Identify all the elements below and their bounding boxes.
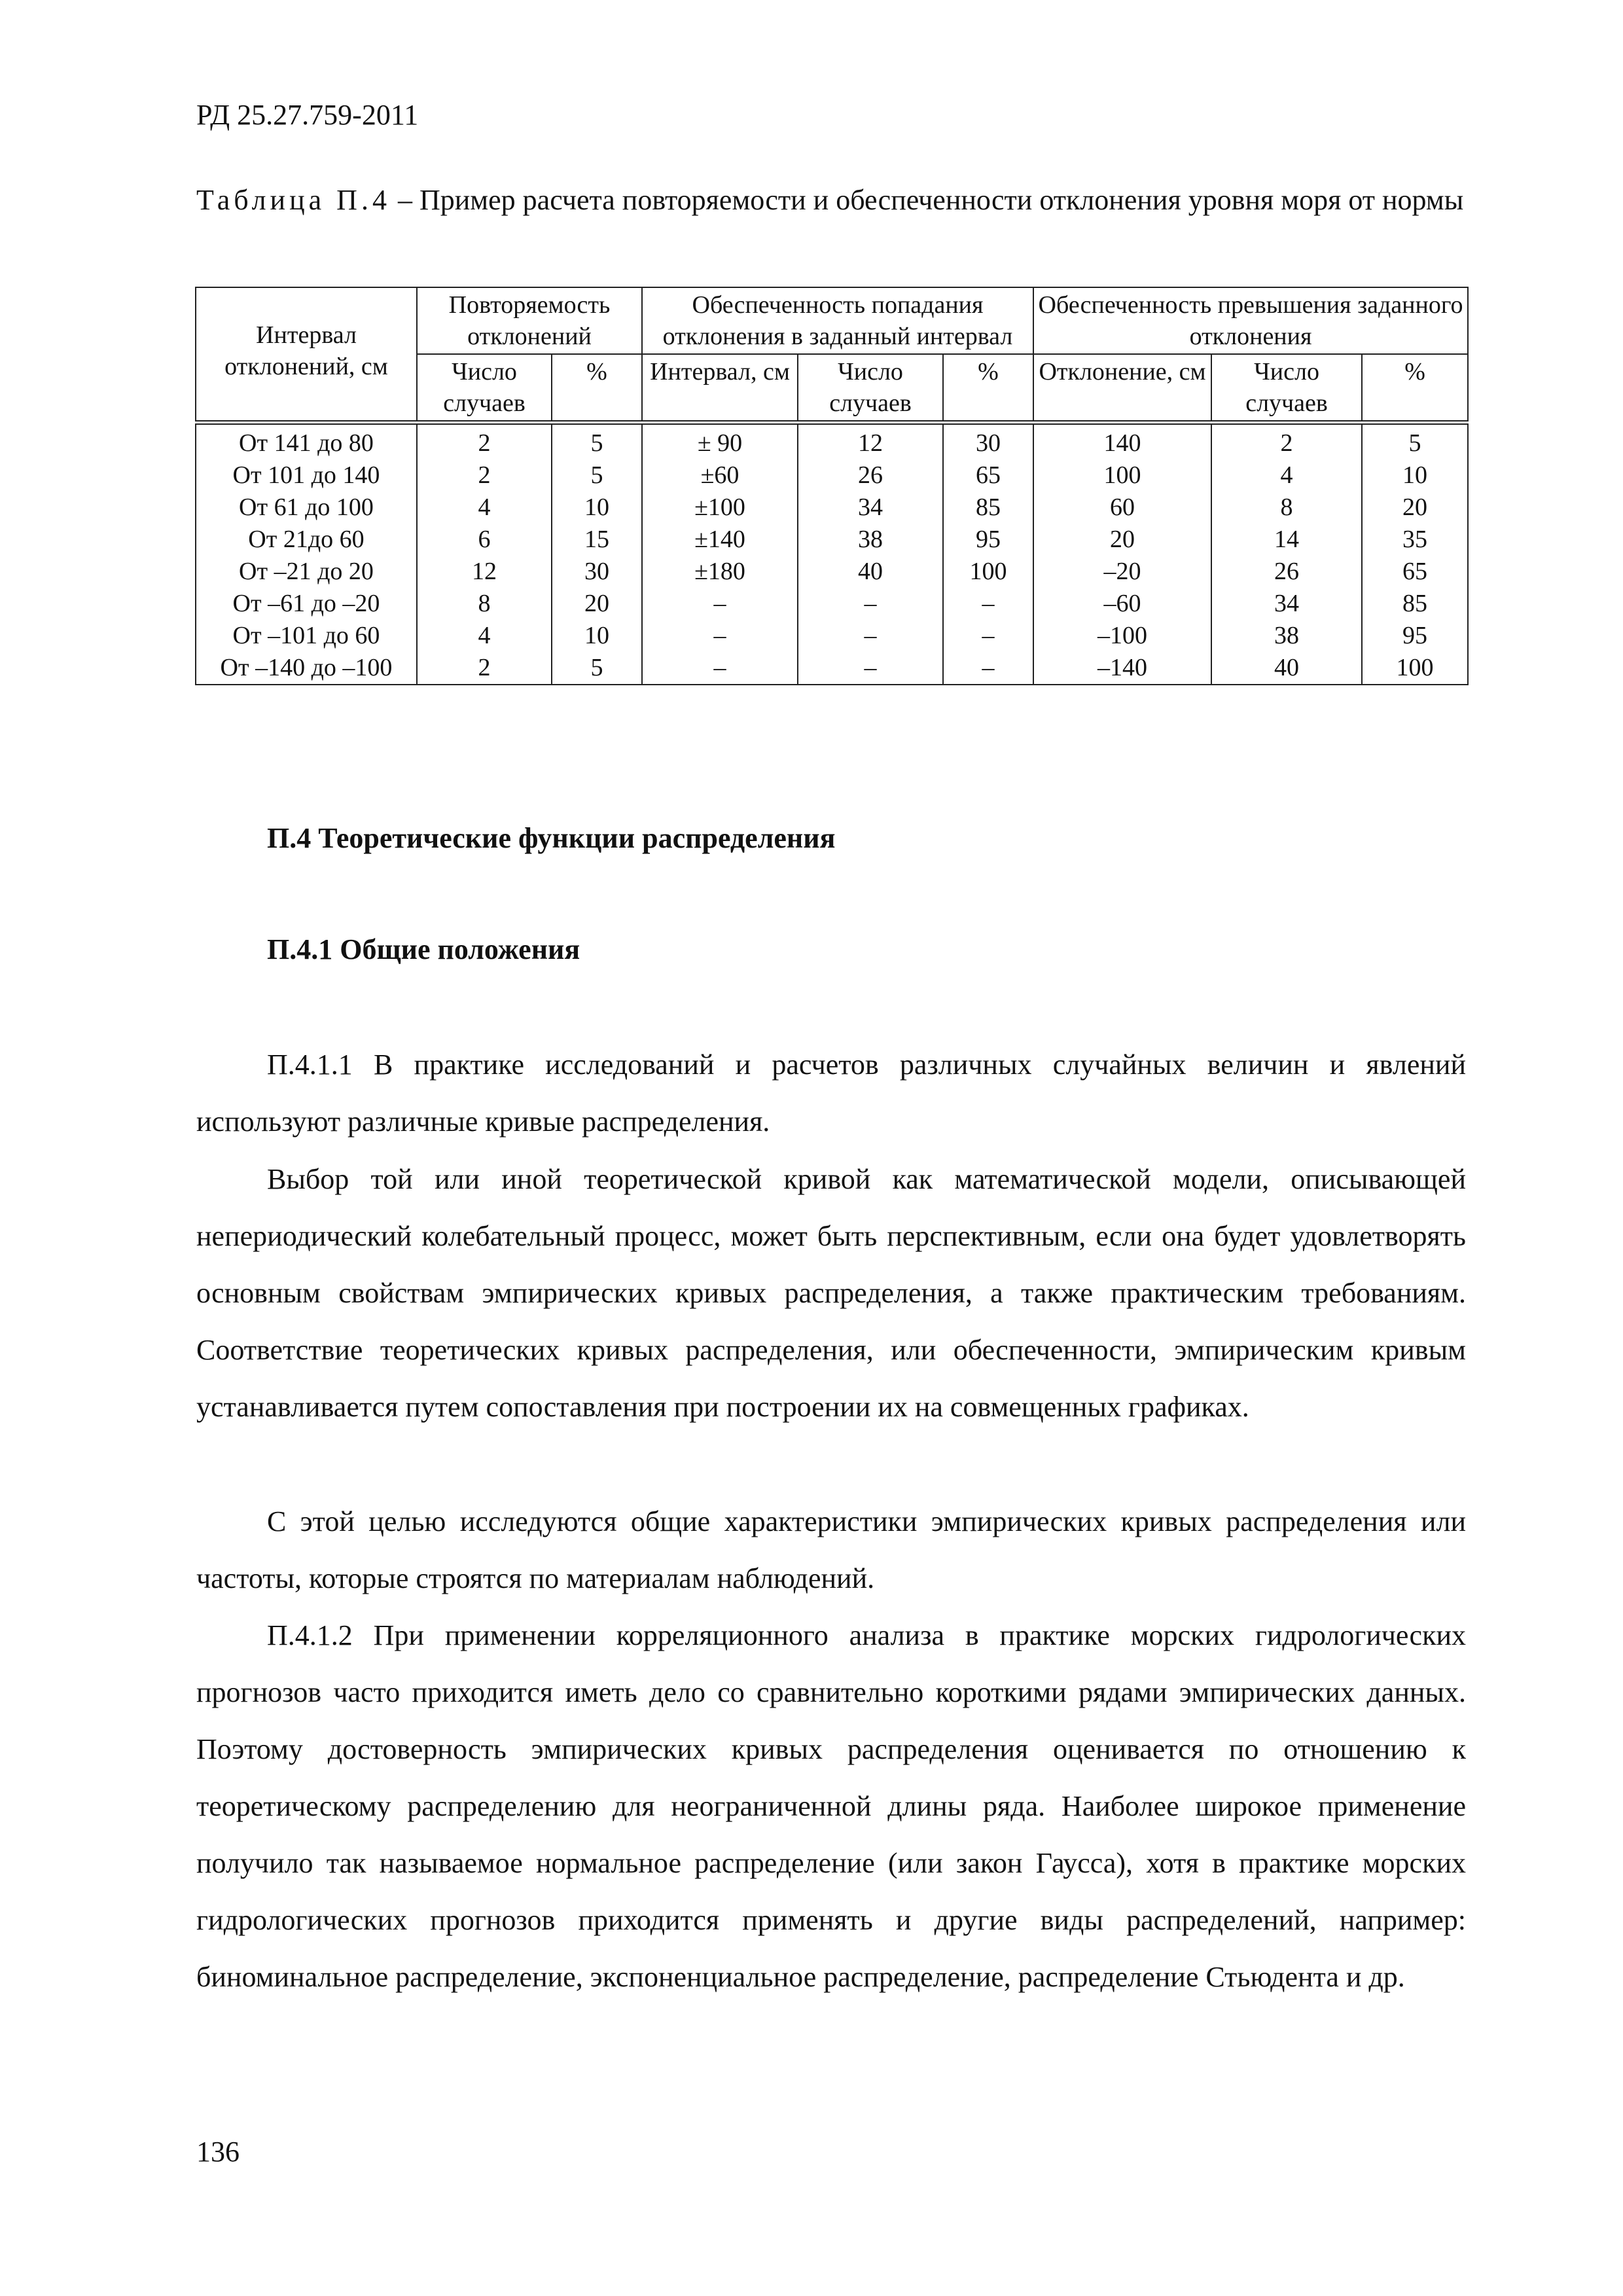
table-caption-label: Таблица П.4 [196, 184, 391, 216]
table-cell: 95 [943, 524, 1033, 556]
table-cell: 40 [1211, 652, 1362, 685]
table-cell: ±100 [642, 492, 798, 524]
table-cell: 4 [1211, 459, 1362, 492]
table-cell: – [798, 620, 943, 652]
table-cell: – [642, 588, 798, 620]
header-exceed-probability: Обеспеченность превышения заданного отклонения [1033, 287, 1468, 354]
table-cell: От –101 до 60 [196, 620, 417, 652]
table-cell: –60 [1033, 588, 1211, 620]
header-count-cases: Число случаев [798, 354, 943, 423]
table-cell: 5 [1362, 423, 1468, 460]
table-cell: 26 [798, 459, 943, 492]
paragraph-purpose: С этой целью исследуются общие характеристики эмпирических кривых распределения или частоты, которые строятся по материалам наблюдений. [196, 1505, 1466, 1594]
header-percent: % [552, 354, 642, 423]
table-cell: 12 [417, 556, 552, 588]
table-cell: 140 [1033, 423, 1211, 460]
paragraph-choice: Выбор той или иной теоретической кривой как математической модели, описывающей непериодический колебательный процесс, может быть перспективным, если она будет удовлетворять основным свойствам эмпирических кривых распределения, а также практическим требованиям. Соответствие теоретических кривых распределения, или обеспеченности, эмпирическим кривым устанавливается путем сопоставления при построении их на совмещенных графиках. [196, 1163, 1466, 1423]
table-cell: От –61 до –20 [196, 588, 417, 620]
header-recurrence: Повторяемость отклонений [417, 287, 642, 354]
section-title-p4: П.4 Теоретические функции распределения [267, 822, 836, 854]
header-interval-cm: Интервал, см [642, 354, 798, 423]
table-row [196, 652, 1468, 685]
table-cell: 8 [1211, 492, 1362, 524]
table-cell: ±180 [642, 556, 798, 588]
table-cell: 65 [1362, 556, 1468, 588]
table-cell: От –140 до –100 [196, 652, 417, 685]
table-cell: 34 [798, 492, 943, 524]
table-cell: – [642, 652, 798, 685]
table-caption [196, 171, 1466, 229]
table-cell: 65 [943, 459, 1033, 492]
table-cell: 5 [552, 652, 642, 685]
table-cell: 14 [1211, 524, 1362, 556]
table-cell: 38 [1211, 620, 1362, 652]
table-cell: 30 [943, 423, 1033, 460]
paragraph-p4-1-1: П.4.1.1 В практике исследований и расчетов различных случайных величин и явлений используют различные кривые распределения. [196, 1049, 1466, 1138]
table-cell: От 61 до 100 [196, 492, 417, 524]
table-cell: 2 [1211, 423, 1362, 460]
table-cell: 12 [798, 423, 943, 460]
header-count-cases: Число случаев [1211, 354, 1362, 423]
table-cell: 2 [417, 459, 552, 492]
section-title-p41: П.4.1 Общие положения [267, 933, 580, 965]
table-cell: 60 [1033, 492, 1211, 524]
table-cell: 95 [1362, 620, 1468, 652]
table-cell: 30 [552, 556, 642, 588]
table-cell: 8 [417, 588, 552, 620]
table-cell: –140 [1033, 652, 1211, 685]
table-row [196, 492, 1468, 524]
table-cell: От 21до 60 [196, 524, 417, 556]
table-cell: ±140 [642, 524, 798, 556]
table-row [196, 556, 1468, 588]
table-row [196, 459, 1468, 492]
paragraph-p4-1-2: П.4.1.2 При применении корреляционного анализа в практике морских гидрологических прогнозов часто приходится иметь дело со сравнительно короткими рядами эмпирических данных. Поэтому достоверность эмпирических кривых распределения оценивается по отношению к теоретическому распределению для неограниченной длины ряда. Наиболее широкое применение получило так называемое нормальное распределение (или закон Гаусса), хотя в практике морских гидрологических прогнозов приходится применять и другие виды распределений, например: биноминальное распределение, экспоненциальное распределение, распределение Стьюдента и др. [196, 1619, 1466, 1993]
document-code: РД 25.27.759-2011 [196, 99, 419, 131]
table-cell: 10 [552, 492, 642, 524]
table-cell: От –21 до 20 [196, 556, 417, 588]
table-cell: – [943, 620, 1033, 652]
table-cell: 5 [552, 459, 642, 492]
table-cell: 34 [1211, 588, 1362, 620]
table-cell: – [798, 652, 943, 685]
page-number: 136 [196, 2136, 240, 2168]
table-cell: – [943, 652, 1033, 685]
table-cell: 35 [1362, 524, 1468, 556]
table-cell: ± 90 [642, 423, 798, 460]
table-cell: 100 [1362, 652, 1468, 685]
deviation-table [195, 287, 1469, 685]
table-row [196, 524, 1468, 556]
table-cell: – [798, 588, 943, 620]
table-caption-text: – Пример расчета повторяемости и обеспеченности отклонения уровня моря от нормы [390, 184, 1464, 216]
table-cell: 6 [417, 524, 552, 556]
table-cell: 10 [552, 620, 642, 652]
table-cell: 100 [943, 556, 1033, 588]
table-cell: 5 [552, 423, 642, 460]
table-cell: – [642, 620, 798, 652]
table-cell: 38 [798, 524, 943, 556]
table-cell: –20 [1033, 556, 1211, 588]
header-count-cases: Число случаев [417, 354, 552, 423]
table-row [196, 423, 1468, 460]
table-cell: 2 [417, 423, 552, 460]
table-cell: 85 [1362, 588, 1468, 620]
header-deviation-cm: Отклонение, см [1033, 354, 1211, 423]
header-percent: % [1362, 354, 1468, 423]
table-row [196, 588, 1468, 620]
table-cell: – [943, 588, 1033, 620]
table-cell: 20 [1033, 524, 1211, 556]
header-hit-probability: Обеспеченность попадания отклонения в заданный интервал [642, 287, 1033, 354]
table-cell: 20 [1362, 492, 1468, 524]
table-cell: 4 [417, 620, 552, 652]
table-cell: 2 [417, 652, 552, 685]
table-cell: От 101 до 140 [196, 459, 417, 492]
table-cell: 4 [417, 492, 552, 524]
table-cell: 40 [798, 556, 943, 588]
header-percent: % [943, 354, 1033, 423]
table-cell: ±60 [642, 459, 798, 492]
header-interval: Интервал отклонений, см [196, 287, 417, 423]
table-cell: 85 [943, 492, 1033, 524]
table-cell: 15 [552, 524, 642, 556]
table-cell: От 141 до 80 [196, 423, 417, 460]
table-cell: 20 [552, 588, 642, 620]
table-cell: –100 [1033, 620, 1211, 652]
table-cell: 100 [1033, 459, 1211, 492]
table-cell: 26 [1211, 556, 1362, 588]
table-body [196, 423, 1468, 685]
table-cell: 10 [1362, 459, 1468, 492]
table-row [196, 620, 1468, 652]
